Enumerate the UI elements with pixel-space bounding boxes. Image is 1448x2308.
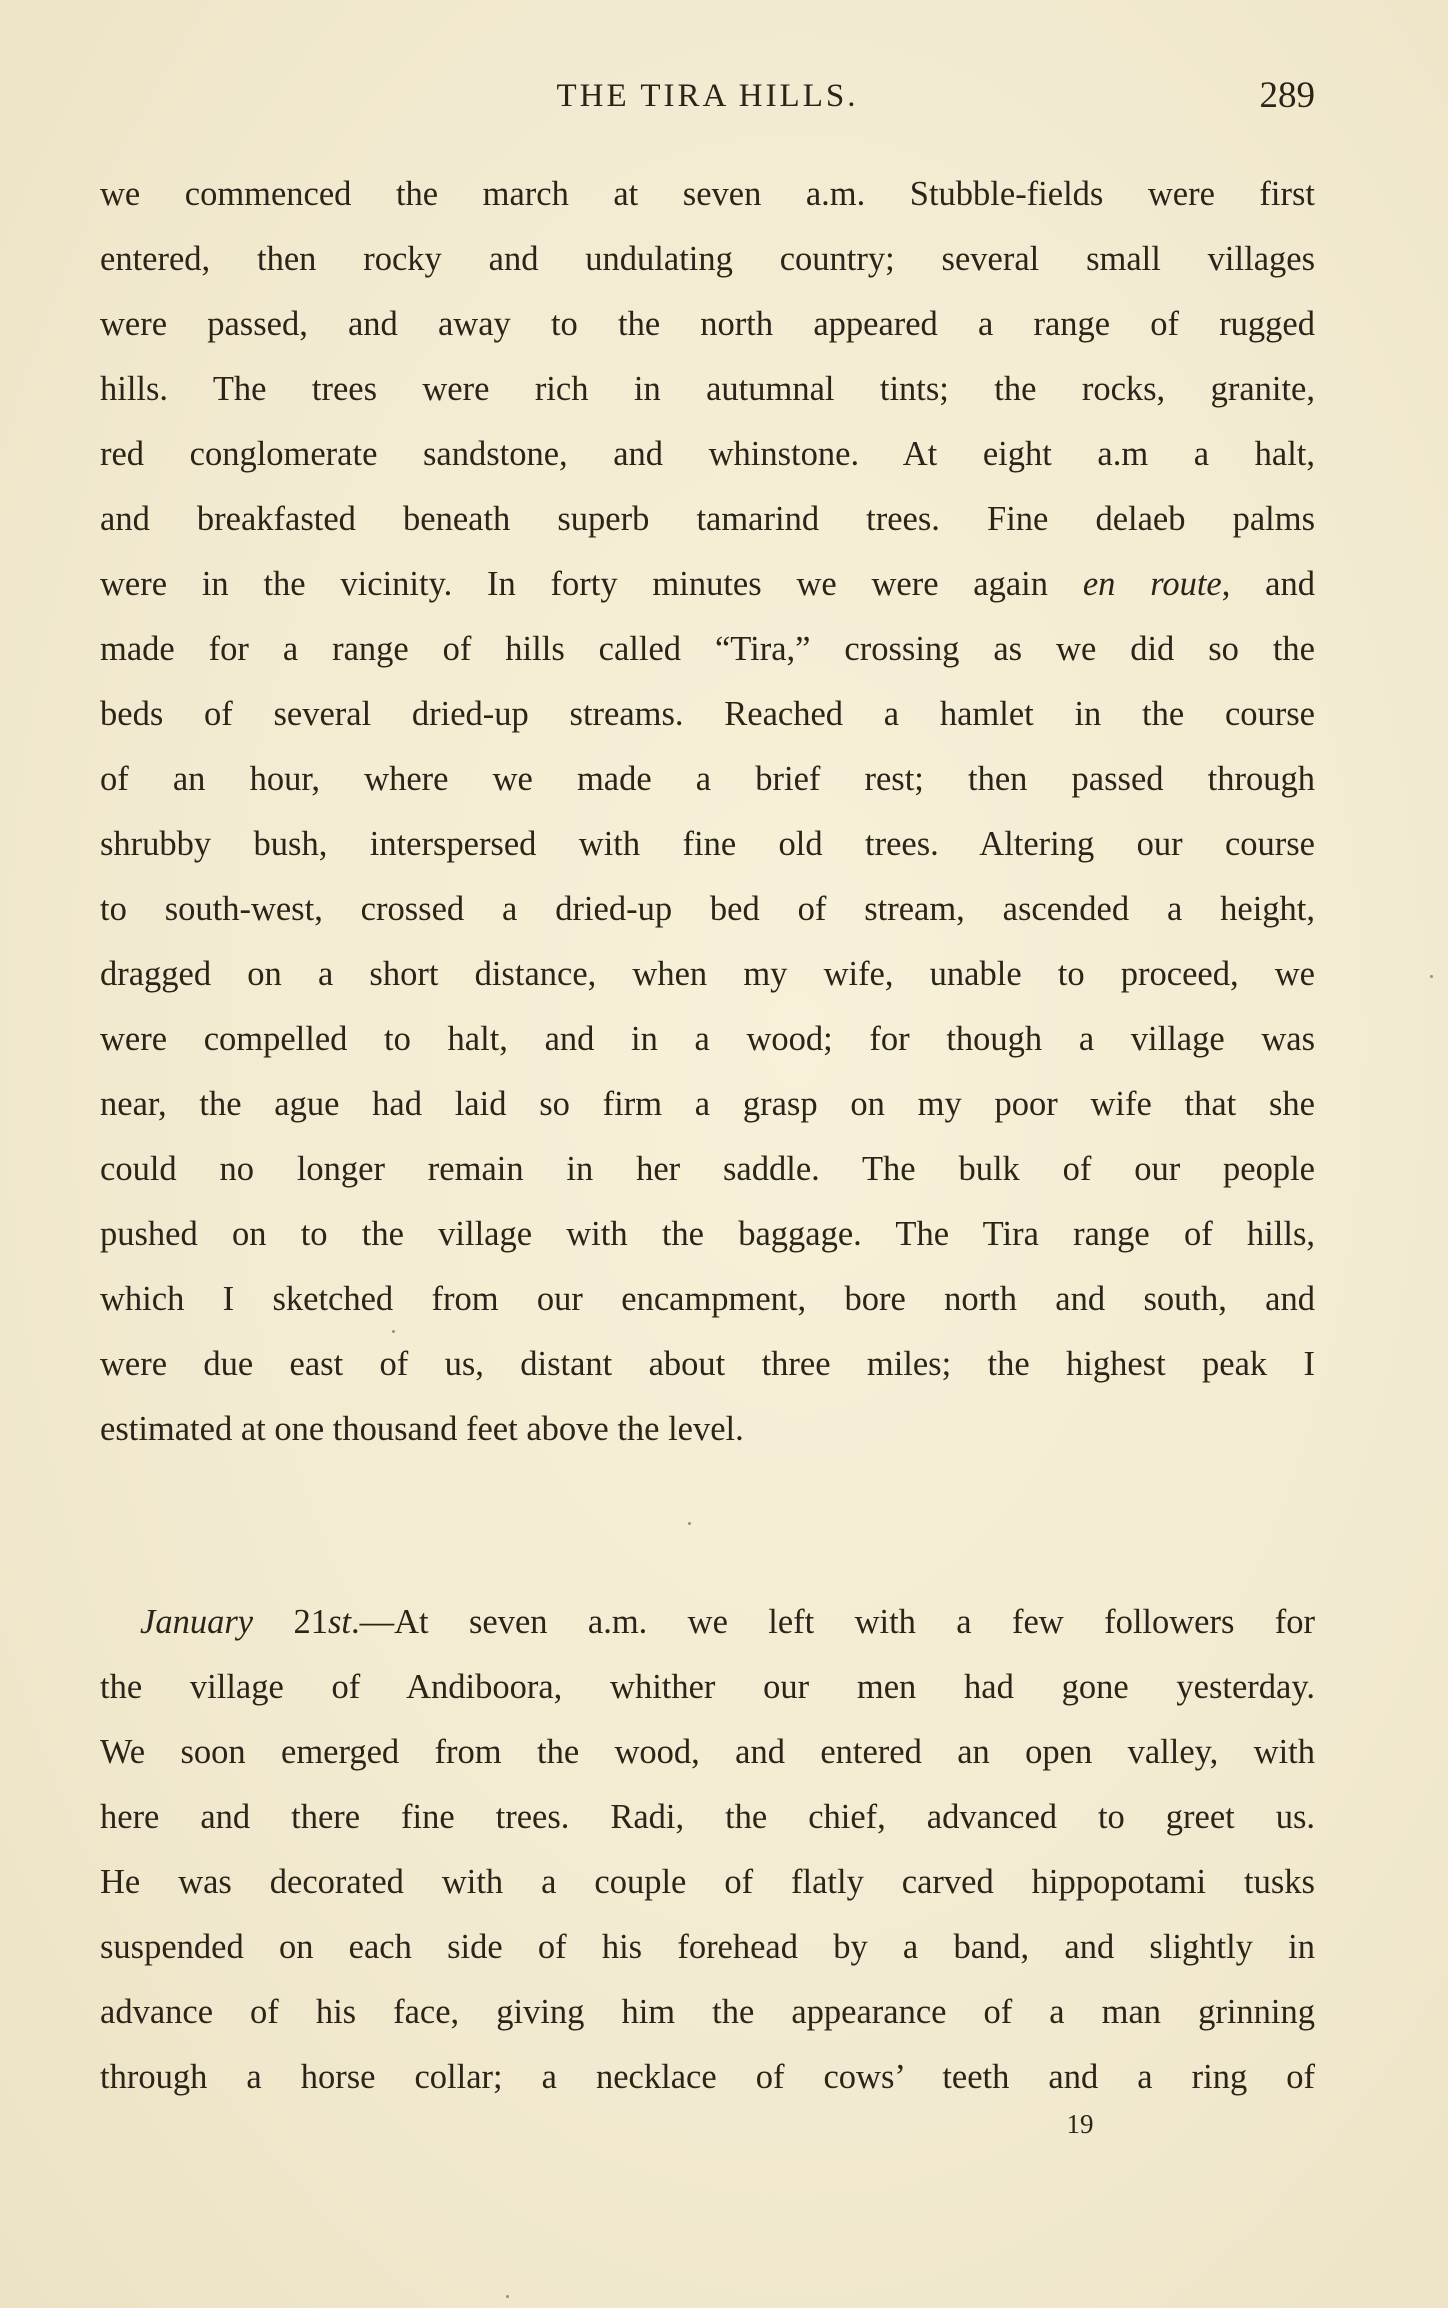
text-line: were in the vicinity. In forty minutes we were again en route, and xyxy=(100,565,1315,603)
paper-speck xyxy=(1430,975,1433,978)
text-line: here and there fine trees. Radi, the chief, advanced to greet us. xyxy=(100,1798,1315,1836)
text-line: estimated at one thousand feet above the level. xyxy=(100,1410,744,1448)
text-line: We soon emerged from the wood, and entered an open valley, with xyxy=(100,1733,1315,1771)
text-line: shrubby bush, interspersed with fine old trees. Altering our course xyxy=(100,825,1315,863)
paper-speck xyxy=(506,2295,509,2298)
text-line: which I sketched from our encampment, bore north and south, and xyxy=(100,1280,1315,1318)
text-line: advance of his face, giving him the appearance of a man grinning xyxy=(100,1993,1315,2031)
text-line: could no longer remain in her saddle. The bulk of our people xyxy=(100,1150,1315,1188)
signature-mark: 19 xyxy=(1066,2109,1094,2139)
text-line: the village of Andiboora, whither our men had gone yesterday. xyxy=(100,1668,1315,1706)
text-line: pushed on to the village with the baggage. The Tira range of hills, xyxy=(100,1215,1315,1253)
text-line: through a horse collar; a necklace of cows’ teeth and a ring of xyxy=(100,2058,1315,2096)
text-line: of an hour, where we made a brief rest; then passed through xyxy=(100,760,1315,798)
paper-speck xyxy=(688,1522,691,1525)
text-line: hills. The trees were rich in autumnal tints; the rocks, granite, xyxy=(100,370,1315,408)
text-line: near, the ague had laid so firm a grasp on my poor wife that she xyxy=(100,1085,1315,1123)
page-number: 289 xyxy=(1259,75,1315,116)
text-line: and breakfasted beneath superb tamarind trees. Fine delaeb palms xyxy=(100,500,1315,538)
text-line: we commenced the march at seven a.m. Stubble-fields were first xyxy=(100,175,1315,213)
paper-speck xyxy=(392,1330,395,1333)
running-title: THE TIRA HILLS. xyxy=(556,78,859,114)
text-line: to south-west, crossed a dried-up bed of stream, ascended a height, xyxy=(100,890,1315,928)
text-line: He was decorated with a couple of flatly carved hippopotami tusks xyxy=(100,1863,1315,1901)
text-line: were passed, and away to the north appeared a range of rugged xyxy=(100,305,1315,343)
text-line: beds of several dried-up streams. Reached a hamlet in the course xyxy=(100,695,1315,733)
paragraph-1 xyxy=(100,162,1315,1462)
text-line: January 21st.—At seven a.m. we left with a few followers for xyxy=(140,1603,1315,1641)
text-line: red conglomerate sandstone, and whinstone. At eight a.m a halt, xyxy=(100,435,1315,473)
text-line: were due east of us, distant about three miles; the highest peak I xyxy=(100,1345,1315,1383)
text-line: were compelled to halt, and in a wood; for though a village was xyxy=(100,1020,1315,1058)
text-line: suspended on each side of his forehead by a band, and slightly in xyxy=(100,1928,1315,1966)
running-head xyxy=(100,72,1315,120)
text-line: entered, then rocky and undulating country; several small villages xyxy=(100,240,1315,278)
paragraph-2 xyxy=(100,1590,1315,2110)
text-line: made for a range of hills called “Tira,” crossing as we did so the xyxy=(100,630,1315,668)
text-line: dragged on a short distance, when my wife, unable to proceed, we xyxy=(100,955,1315,993)
